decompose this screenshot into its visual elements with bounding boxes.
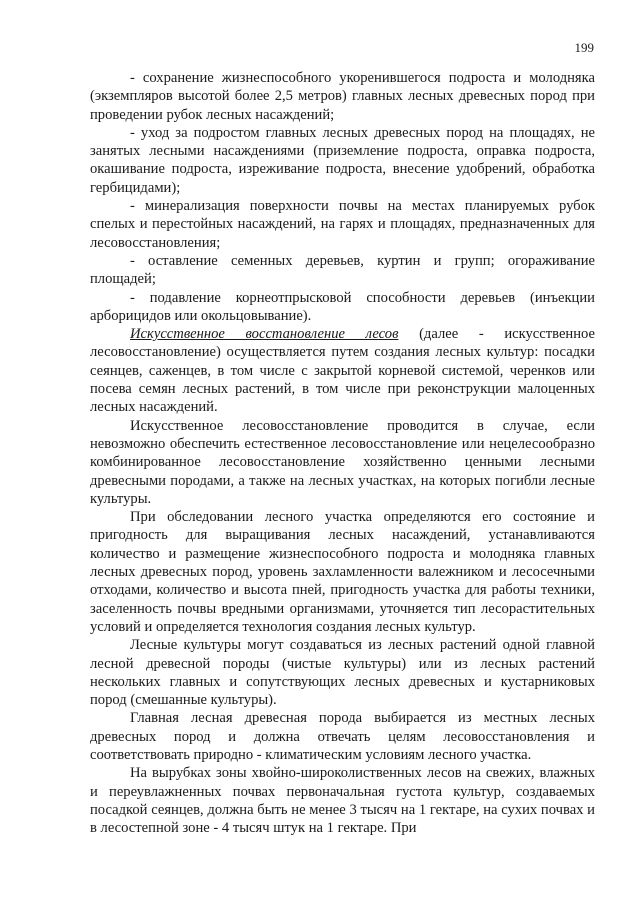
- paragraph-text: (далее - искусственное лесовосстановление) осуществляется путем создания лесных культур: посадки сеянцев, саженцев, в том числе с закрытой корневой системой, черенков или посева семян лесных растений, в том числе при реконструкции малоценных лесных насаждений.: [90, 326, 595, 416]
- paragraph: При обследовании лесного участка определяются его состояние и пригодность для выращивания лесных насаждений, устанавливаются количество и размещение жизнеспособного подроста и молодняка главных лесных древесных пород, уровень захламленности валежником и лесосечными отходами, количество и высота пней, пригодность участка для работы техники, заселенность почвы вредными организмами, уточняется тип лесорастительных условий и определяется технология создания лесных культур.: [90, 509, 595, 635]
- list-item: - минерализация поверхности почвы на местах планируемых рубок спелых и перестойных насаждений, на гарях и площадях, предназначенных для лесовосстановления;: [90, 198, 595, 251]
- paragraph: Лесные культуры могут создаваться из лесных растений одной главной лесной древесной породы (чистые культуры) или из лесных растений нескольких главных и сопутствующих лесных древесных и кустарниковых пород (смешанные культуры).: [90, 637, 595, 709]
- list-item: - сохранение жизнеспособного укоренившегося подроста и молодняка (экземпляров высотой более 2,5 метров) главных лесных древесных пород при проведении рубок лесных насаждений;: [90, 70, 595, 123]
- paragraph: Главная лесная древесная порода выбирается из местных лесных древесных пород и должна отвечать целям лесовосстановления и соответствовать природно - климатическим условиям лесного участка.: [90, 710, 595, 763]
- document-body: [90, 69, 595, 837]
- paragraph: На вырубках зоны хвойно-широколиственных лесов на свежих, влажных и переувлажненных почвах первоначальная густота культур, создаваемых посадкой сеянцев, должна быть не менее 3 тысяч на 1 гектаре, на сухих почвах и в лесостепной зоне - 4 тысяч штук на 1 гектаре. При: [90, 765, 595, 837]
- paragraph-artificial-restoration: [90, 325, 595, 416]
- paragraph: Искусственное лесовосстановление проводится в случае, если невозможно обеспечить естественное лесовосстановление или нецелесообразно комбинированное лесовосстановление хозяйственно ценными лесными древесными породами, а также на лесных участках, на которых погибли лесные культуры.: [90, 417, 595, 507]
- list-item: - уход за подростом главных лесных древесных пород на площадях, не занятых лесными насаждениями (приземление подроста, оправка подроста, окашивание подроста, изреживание подроста, внесение удобрений, обработка гербицидами);: [90, 124, 595, 196]
- list-item: - подавление корнеотпрысковой способности деревьев (инъекции арборицидов или окольцовывание).: [90, 289, 595, 324]
- page-number: 199: [574, 40, 594, 55]
- list-item: - оставление семенных деревьев, куртин и групп; огораживание площадей;: [90, 252, 595, 288]
- term-artificial-restoration: Искусственное восстановление лесов: [130, 326, 399, 343]
